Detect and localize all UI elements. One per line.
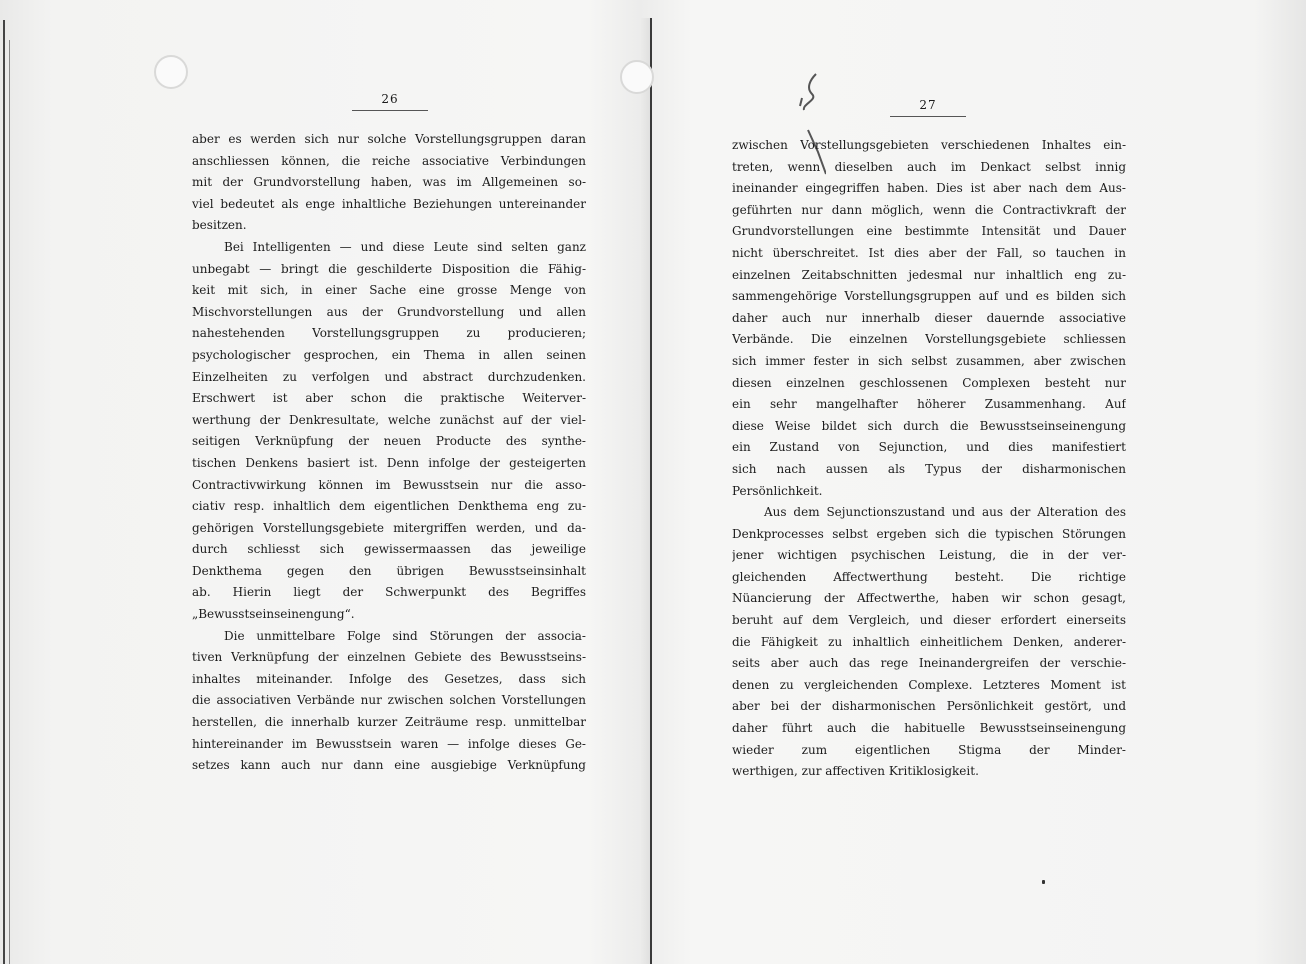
text-line: Grundvorstellungen eine bestimmte Intensität und Dauer: [732, 224, 1126, 239]
text-line: daher führt auch die habituelle Bewusstseinseinengung: [732, 721, 1126, 736]
text-line: gehörigen Vorstellungsgebiete mitergriffen werden, und da-: [192, 520, 586, 535]
speck: [1042, 880, 1045, 884]
text-line: Denkthema gegen den übrigen Bewusstseinsinhalt: [192, 563, 586, 578]
page-text: [732, 135, 1126, 783]
text-line: ineinander eingegriffen haben. Dies ist aber nach dem Aus-: [732, 181, 1126, 196]
page-number: 27: [890, 98, 966, 117]
text-line: tiven Verknüpfung der einzelnen Gebiete des Bewusstseins-: [192, 650, 586, 665]
text-line: setzes kann auch nur dann eine ausgiebige Verknüpfung: [192, 758, 586, 773]
text-line: Mischvorstellungen aus der Grundvorstellung und allen: [192, 304, 586, 319]
text-line: sich nach aussen als Typus der disharmonischen: [732, 461, 1126, 476]
text-line: diesen einzelnen geschlossenen Complexen besteht nur: [732, 375, 1126, 390]
text-line: wieder zum eigentlichen Stigma der Minder-: [732, 742, 1126, 757]
text-line: keit mit sich, in einer Sache eine grosse Menge von: [192, 283, 586, 298]
text-line: Die unmittelbare Folge sind Störungen der associa-: [224, 628, 586, 643]
text-line: unbegabt — bringt die geschilderte Disposition die Fähig-: [192, 261, 586, 276]
text-line: Erschwert ist aber schon die praktische Weiterver-: [192, 391, 586, 406]
text-line: Denkprocesses selbst ergeben sich die typischen Störungen: [732, 526, 1126, 541]
right-page: [732, 98, 1126, 783]
text-line: die associativen Verbände nur zwischen solchen Vorstellungen: [192, 693, 586, 708]
text-line: Nüancierung der Affectwerthe, haben wir schon gesagt,: [732, 591, 1126, 606]
text-line: werthigen, zur affectiven Kritiklosigkeit.: [732, 764, 979, 779]
book-edge-line: [3, 20, 5, 964]
text-line: ab. Hierin liegt der Schwerpunkt des Begriffes: [192, 585, 586, 600]
punch-hole: [620, 60, 654, 94]
text-line: beruht auf dem Vergleich, und dieser erfordert einerseits: [732, 613, 1126, 628]
text-line: psychologischer gesprochen, ein Thema in allen seinen: [192, 347, 586, 362]
text-line: Einzelheiten zu verfolgen und abstract durchzudenken.: [192, 369, 586, 384]
punch-hole: [154, 55, 188, 89]
text-line: sammengehörige Vorstellungsgruppen auf und es bilden sich: [732, 289, 1126, 304]
text-line: besitzen.: [192, 218, 247, 233]
page-text: [192, 129, 586, 777]
text-line: treten, wenn dieselben auch im Denkact selbst innig: [732, 159, 1126, 174]
text-line: die Fähigkeit zu inhaltlich einheitlichem Denken, anderer-: [732, 634, 1126, 649]
text-line: nahestehenden Vorstellungsgruppen zu producieren;: [192, 326, 586, 341]
text-line: Verbände. Die einzelnen Vorstellungsgebiete schliessen: [732, 332, 1126, 347]
text-line: seitigen Verknüpfung der neuen Producte des synthe-: [192, 434, 586, 449]
text-line: aber es werden sich nur solche Vorstellungsgruppen daran: [192, 132, 586, 146]
text-line: daher auch nur innerhalb dieser dauernde associative: [732, 310, 1126, 325]
spine-shadow: [640, 18, 650, 964]
text-line: sich immer fester in sich selbst zusammen, aber zwischen: [732, 353, 1126, 368]
book-spine: [650, 18, 652, 964]
text-line: geführten nur dann möglich, wenn die Contractivkraft der: [732, 202, 1126, 217]
text-line: Aus dem Sejunctionszustand und aus der Alteration des: [764, 505, 1126, 520]
left-page: [192, 92, 586, 777]
text-line: einzelnen Zeitabschnitten jedesmal nur inhaltlich eng zu-: [732, 267, 1126, 282]
book-edge-line: [9, 40, 10, 964]
text-line: viel bedeutet als enge inhaltliche Beziehungen untereinander: [192, 196, 586, 211]
text-line: mit der Grundvorstellung haben, was im Allgemeinen so-: [192, 175, 586, 190]
text-line: „Bewusstseinseinengung“.: [192, 607, 355, 622]
text-line: ein sehr mangelhafter höherer Zusammenhang. Auf: [732, 397, 1126, 412]
text-line: Persönlichkeit.: [732, 483, 823, 498]
text-line: ein Zustand von Sejunction, und dies manifestiert: [732, 440, 1126, 455]
text-line: diese Weise bildet sich durch die Bewusstseinseinengung: [732, 418, 1126, 433]
text-line: seits aber auch das rege Ineinandergreifen der verschie-: [732, 656, 1126, 671]
text-line: hintereinander im Bewusstsein waren — infolge dieses Ge-: [192, 736, 586, 751]
text-line: tischen Denkens basiert ist. Denn infolge der gesteigerten: [192, 455, 586, 470]
text-line: zwischen Vorstellungsgebieten verschiedenen Inhaltes ein-: [732, 138, 1126, 152]
text-line: jener wichtigen psychischen Leistung, die in der ver-: [732, 548, 1126, 563]
text-line: denen zu vergleichenden Complexe. Letzteres Moment ist: [732, 677, 1126, 692]
text-line: anschliessen können, die reiche associative Verbindungen: [192, 153, 586, 168]
text-line: durch schliesst sich gewissermaassen das jeweilige: [192, 542, 586, 557]
text-line: Bei Intelligenten — und diese Leute sind selten ganz: [224, 239, 586, 254]
text-line: herstellen, die innerhalb kurzer Zeiträume resp. unmittelbar: [192, 715, 586, 730]
text-line: werthung der Denkresultate, welche zunächst auf der viel-: [192, 412, 586, 427]
text-line: nicht überschreitet. Ist dies aber der Fall, so tauchen in: [732, 245, 1126, 260]
text-line: inhaltes miteinander. Infolge des Gesetzes, dass sich: [192, 671, 586, 686]
text-line: aber bei der disharmonischen Persönlichkeit gestört, und: [732, 699, 1126, 714]
text-line: Contractivwirkung können im Bewusstsein nur die asso-: [192, 477, 586, 492]
text-line: gleichenden Affectwerthung besteht. Die richtige: [732, 569, 1126, 584]
text-line: ciativ resp. inhaltlich dem eigentlichen Denkthema eng zu-: [192, 499, 586, 514]
page-number: 26: [352, 92, 428, 111]
